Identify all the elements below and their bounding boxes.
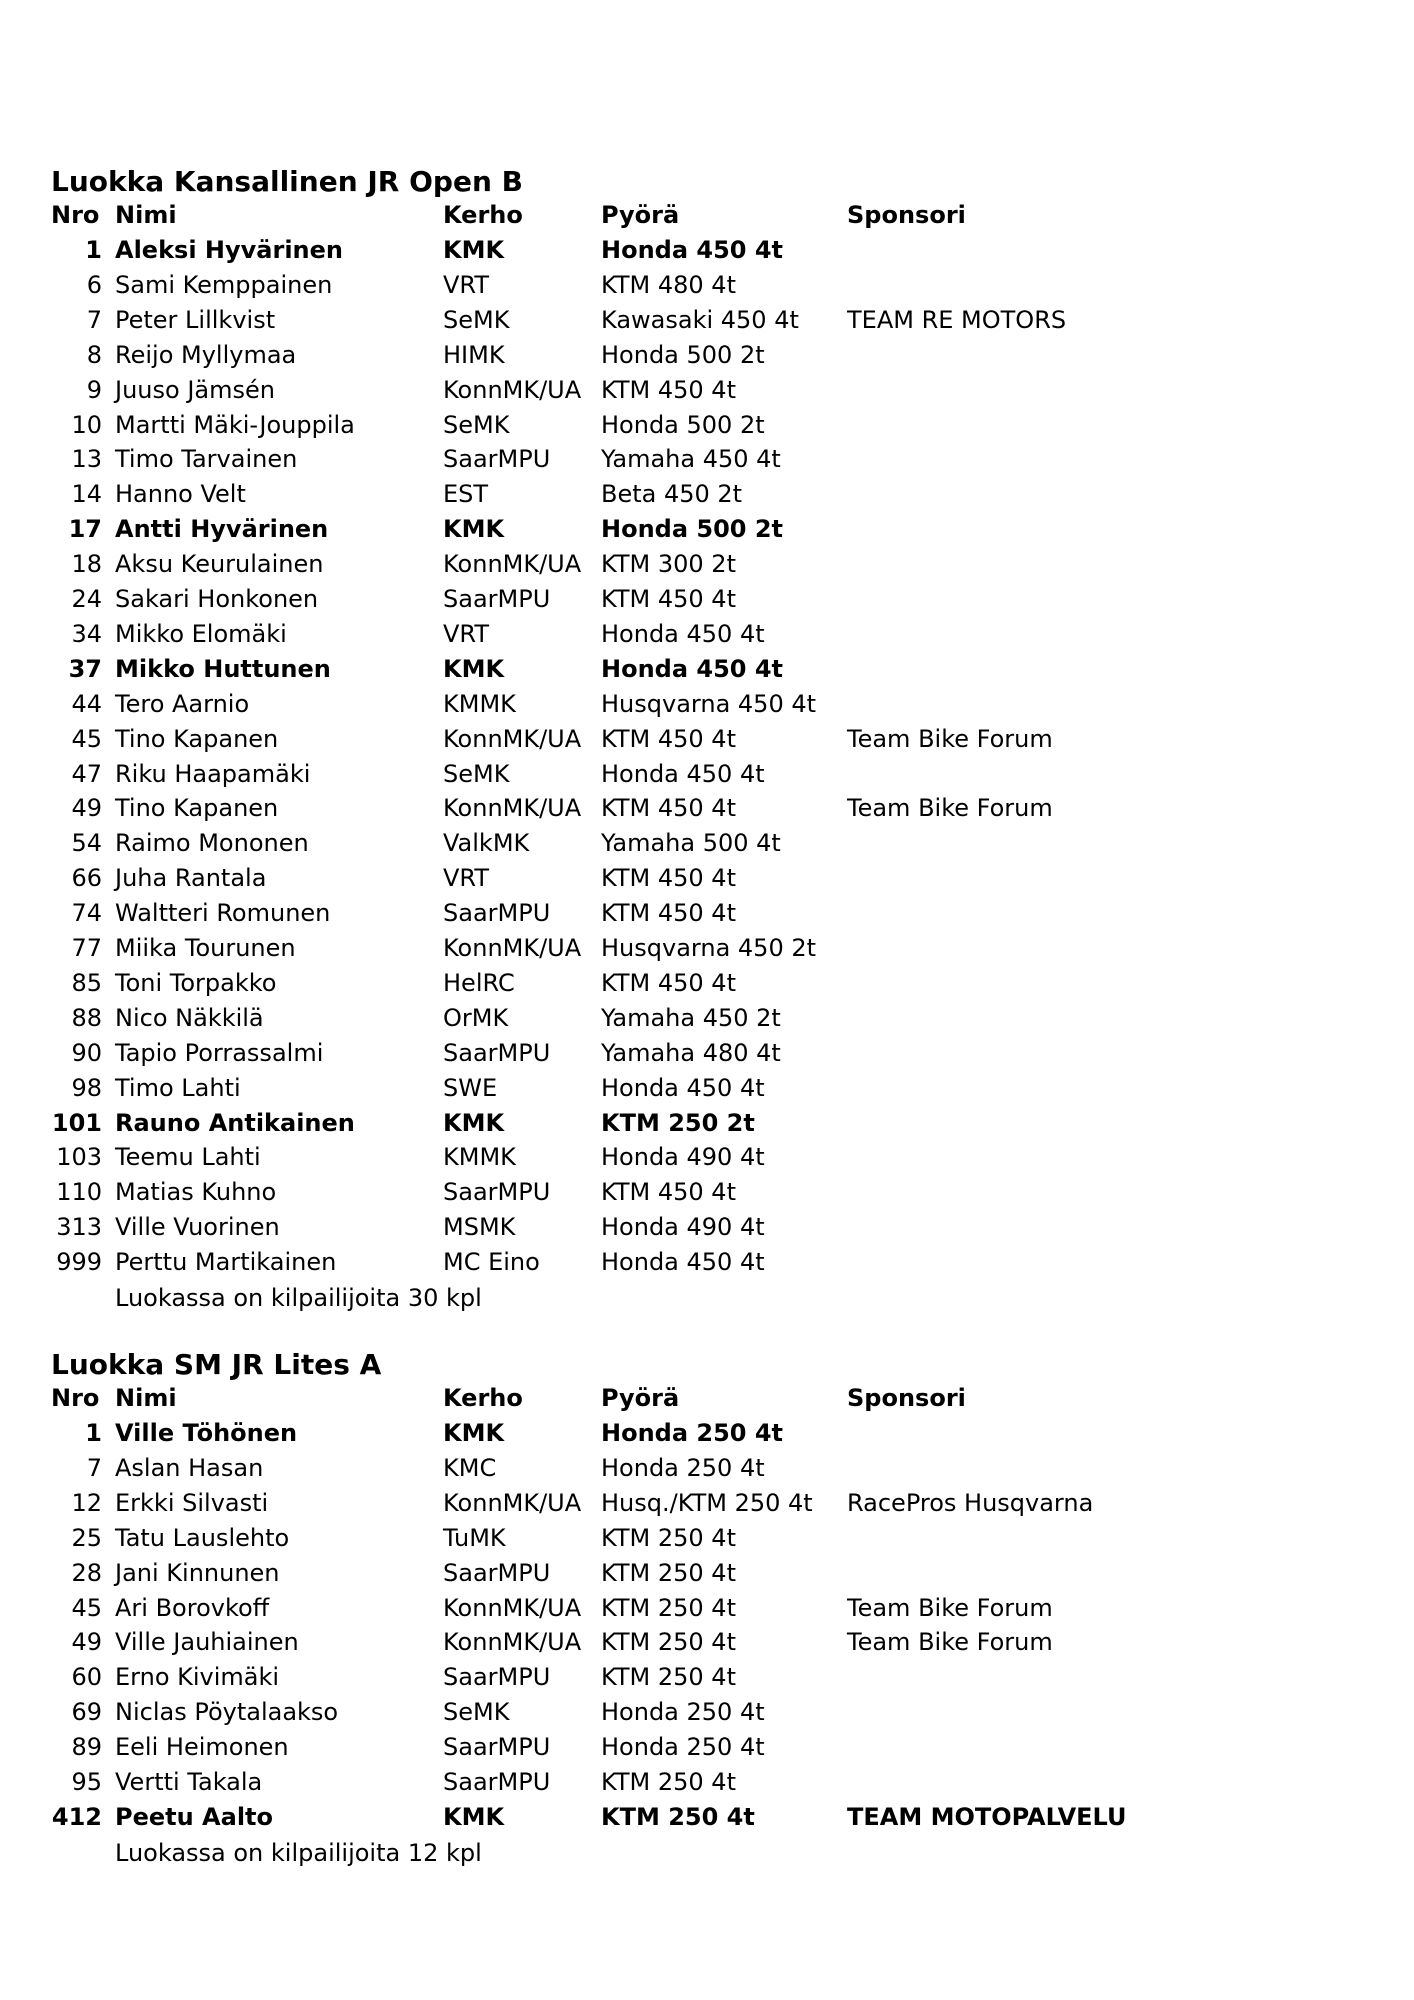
rider-number: 7 xyxy=(86,305,102,334)
rider-club: ValkMK xyxy=(443,829,530,858)
rider-name: Niclas Pöytalaakso xyxy=(115,1698,339,1727)
rider-club: OrMK xyxy=(443,1003,509,1032)
table-row xyxy=(0,687,1414,721)
rider-bike: KTM 250 4t xyxy=(601,1558,736,1587)
rider-sponsor: RacePros Husqvarna xyxy=(847,1488,1094,1517)
rider-number: 17 xyxy=(68,515,102,544)
table-row xyxy=(0,1695,1414,1729)
table-row xyxy=(0,1245,1414,1279)
class-title: Luokka Kansallinen JR Open B xyxy=(51,165,523,198)
table-row xyxy=(0,617,1414,651)
rider-number: 13 xyxy=(71,445,102,474)
rider-bike: KTM 450 4t xyxy=(601,864,736,893)
rider-club: KonnMK/UA xyxy=(443,934,582,962)
rider-name: Sakari Honkonen xyxy=(115,585,319,613)
rider-name: Matias Kuhno xyxy=(115,1178,277,1207)
rider-sponsor: Team Bike Forum xyxy=(847,1593,1053,1622)
rider-club: SaarMPU xyxy=(443,445,551,474)
rider-name: Toni Torpakko xyxy=(115,968,277,997)
rider-number: 412 xyxy=(51,1802,102,1831)
table-row xyxy=(0,1800,1414,1834)
rider-bike: Honda 450 4t xyxy=(601,1073,765,1102)
table-row xyxy=(0,1416,1414,1450)
rider-bike: KTM 250 4t xyxy=(601,1523,736,1552)
rider-number: 110 xyxy=(56,1178,102,1207)
rider-bike: Yamaha 450 2t xyxy=(601,1003,781,1032)
rider-bike: Honda 500 2t xyxy=(601,515,784,544)
rider-bike: Yamaha 500 4t xyxy=(601,829,781,858)
rider-bike: Honda 250 4t xyxy=(601,1419,784,1447)
rider-club: SaarMPU xyxy=(443,1768,551,1796)
table-row xyxy=(0,442,1414,476)
table-header-row xyxy=(0,1381,1414,1415)
rider-number: 6 xyxy=(86,270,102,299)
rider-name: Eeli Heimonen xyxy=(115,1733,289,1762)
rider-number: 24 xyxy=(71,585,102,613)
rider-bike: KTM 450 4t xyxy=(601,794,736,823)
rider-bike: KTM 480 4t xyxy=(601,270,736,299)
rider-club: MC Eino xyxy=(443,1248,540,1277)
rider-club: KonnMK/UA xyxy=(443,550,582,579)
rider-name: Tatu Lauslehto xyxy=(115,1523,290,1552)
rider-number: 28 xyxy=(71,1558,102,1587)
table-row xyxy=(0,791,1414,825)
table-row xyxy=(0,1730,1414,1764)
rider-number: 1 xyxy=(85,236,102,264)
rider-bike: KTM 250 4t xyxy=(601,1802,755,1831)
table-row xyxy=(0,966,1414,1000)
rider-club: KMK xyxy=(443,654,505,683)
rider-club: SaarMPU xyxy=(443,1178,551,1207)
rider-club: SaarMPU xyxy=(443,585,551,613)
rider-club: KonnMK/UA xyxy=(443,1593,582,1622)
header-nimi: Nimi xyxy=(115,1384,177,1412)
rider-bike: Husq./KTM 250 4t xyxy=(601,1488,813,1517)
rider-number: 89 xyxy=(71,1733,102,1762)
table-row xyxy=(0,477,1414,511)
rider-bike: KTM 450 4t xyxy=(601,724,736,753)
table-row xyxy=(0,722,1414,756)
rider-number: 7 xyxy=(86,1453,102,1482)
rider-number: 45 xyxy=(71,724,102,753)
header-pyora: Pyörä xyxy=(601,201,680,229)
rider-bike: KTM 450 4t xyxy=(601,899,736,928)
rider-number: 77 xyxy=(71,934,102,962)
rider-name: Miika Tourunen xyxy=(115,934,296,962)
rider-bike: Honda 490 4t xyxy=(601,1213,765,1242)
rider-number: 98 xyxy=(71,1073,102,1102)
header-pyora: Pyörä xyxy=(601,1384,680,1412)
rider-bike: Yamaha 480 4t xyxy=(601,1038,781,1067)
rider-number: 37 xyxy=(68,654,102,683)
rider-club: SaarMPU xyxy=(443,1733,551,1762)
table-row xyxy=(0,826,1414,860)
rider-bike: Honda 450 4t xyxy=(601,759,765,788)
rider-bike: KTM 250 4t xyxy=(601,1593,736,1622)
table-row xyxy=(0,338,1414,372)
rider-name: Timo Lahti xyxy=(115,1073,241,1102)
rider-club: SeMK xyxy=(443,305,510,334)
rider-number: 49 xyxy=(71,1628,102,1657)
rider-name: Perttu Martikainen xyxy=(115,1248,337,1277)
rider-bike: KTM 250 2t xyxy=(601,1108,755,1137)
rider-number: 14 xyxy=(71,480,102,509)
rider-name: Peter Lillkvist xyxy=(115,305,276,334)
header-nro: Nro xyxy=(51,201,100,229)
table-row xyxy=(0,303,1414,337)
rider-club: KonnMK/UA xyxy=(443,375,582,404)
header-sponsori: Sponsori xyxy=(847,201,966,229)
rider-number: 60 xyxy=(71,1663,102,1692)
rider-bike: KTM 300 2t xyxy=(601,550,736,579)
rider-number: 9 xyxy=(86,375,102,404)
rider-name: Riku Haapamäki xyxy=(115,759,311,788)
rider-bike: KTM 250 4t xyxy=(601,1628,736,1657)
rider-number: 25 xyxy=(71,1523,102,1552)
rider-number: 34 xyxy=(71,619,102,648)
rider-name: Vertti Takala xyxy=(115,1768,263,1796)
rider-bike: Honda 490 4t xyxy=(601,1143,765,1172)
table-row xyxy=(0,1106,1414,1140)
rider-club: SaarMPU xyxy=(443,899,551,928)
table-row xyxy=(0,652,1414,686)
rider-number: 85 xyxy=(71,968,102,997)
table-row xyxy=(0,1036,1414,1070)
rider-club: KMC xyxy=(443,1453,497,1482)
rider-club: KonnMK/UA xyxy=(443,1628,582,1657)
rider-bike: Honda 450 4t xyxy=(601,619,765,648)
header-kerho: Kerho xyxy=(443,1384,523,1412)
rider-sponsor: Team Bike Forum xyxy=(847,794,1053,823)
rider-bike: KTM 450 4t xyxy=(601,968,736,997)
rider-number: 69 xyxy=(71,1698,102,1727)
rider-name: Teemu Lahti xyxy=(115,1143,261,1172)
table-row xyxy=(0,931,1414,965)
rider-number: 47 xyxy=(71,759,102,788)
rider-name: Timo Tarvainen xyxy=(115,445,298,474)
table-row xyxy=(0,268,1414,302)
table-row xyxy=(0,233,1414,267)
rider-sponsor: TEAM MOTOPALVELU xyxy=(847,1802,1127,1831)
rider-name: Erno Kivimäki xyxy=(115,1663,280,1692)
table-row xyxy=(0,408,1414,442)
rider-club: KMK xyxy=(443,1802,505,1831)
rider-bike: KTM 250 4t xyxy=(601,1663,736,1692)
class-summary: Luokassa on kilpailijoita 12 kpl xyxy=(115,1838,482,1867)
rider-name: Tino Kapanen xyxy=(115,724,279,753)
table-header-row xyxy=(0,198,1414,232)
rider-name: Sami Kemppainen xyxy=(115,270,333,299)
rider-club: HIMK xyxy=(443,340,505,369)
table-row xyxy=(0,1451,1414,1485)
table-row xyxy=(0,1556,1414,1590)
rider-number: 44 xyxy=(71,689,102,718)
rider-club: MSMK xyxy=(443,1213,516,1242)
header-sponsori: Sponsori xyxy=(847,1384,966,1412)
rider-bike: Honda 250 4t xyxy=(601,1698,765,1727)
rider-number: 12 xyxy=(71,1488,102,1517)
rider-club: SaarMPU xyxy=(443,1558,551,1587)
rider-name: Mikko Elomäki xyxy=(115,619,287,648)
rider-name: Tapio Porrassalmi xyxy=(115,1038,324,1067)
rider-name: Hanno Velt xyxy=(115,480,246,509)
rider-name: Tino Kapanen xyxy=(115,794,279,823)
rider-name: Raimo Mononen xyxy=(115,829,309,858)
rider-club: SeMK xyxy=(443,1698,510,1727)
rider-name: Aleksi Hyvärinen xyxy=(115,236,343,264)
rider-name: Reijo Myllymaa xyxy=(115,340,297,369)
rider-name: Ville Töhönen xyxy=(115,1419,298,1447)
rider-club: SWE xyxy=(443,1073,498,1102)
table-row xyxy=(0,1175,1414,1209)
rider-number: 74 xyxy=(71,899,102,928)
rider-name: Ville Jauhiainen xyxy=(115,1628,299,1657)
class-summary: Luokassa on kilpailijoita 30 kpl xyxy=(115,1284,482,1312)
rider-club: TuMK xyxy=(443,1523,506,1552)
rider-club: VRT xyxy=(443,270,490,299)
table-row xyxy=(0,547,1414,581)
rider-number: 101 xyxy=(51,1108,102,1137)
rider-bike: KTM 450 4t xyxy=(601,375,736,404)
rider-bike: Honda 250 4t xyxy=(601,1733,765,1762)
rider-sponsor: Team Bike Forum xyxy=(847,724,1053,753)
rider-bike: Kawasaki 450 4t xyxy=(601,305,799,334)
rider-number: 10 xyxy=(71,410,102,439)
rider-number: 313 xyxy=(56,1213,102,1242)
rider-number: 66 xyxy=(71,864,102,893)
table-row xyxy=(0,582,1414,616)
rider-club: SeMK xyxy=(443,759,510,788)
rider-sponsor: TEAM RE MOTORS xyxy=(847,305,1067,334)
rider-club: KonnMK/UA xyxy=(443,724,582,753)
table-row xyxy=(0,373,1414,407)
rider-number: 90 xyxy=(71,1038,102,1067)
header-nimi: Nimi xyxy=(115,201,177,229)
rider-number: 45 xyxy=(71,1593,102,1622)
rider-club: KMMK xyxy=(443,689,516,718)
rider-number: 49 xyxy=(71,794,102,823)
rider-name: Ville Vuorinen xyxy=(115,1213,280,1242)
rider-bike: Honda 500 2t xyxy=(601,340,765,369)
table-row xyxy=(0,1140,1414,1174)
rider-bike: Beta 450 2t xyxy=(601,480,743,509)
rider-club: SaarMPU xyxy=(443,1663,551,1692)
rider-bike: Husqvarna 450 4t xyxy=(601,689,817,718)
rider-bike: Honda 450 4t xyxy=(601,1248,765,1277)
rider-name: Ari Borovkoff xyxy=(115,1593,270,1622)
rider-name: Erkki Silvasti xyxy=(115,1488,269,1517)
rider-club: KMK xyxy=(443,1108,505,1137)
table-row xyxy=(0,1591,1414,1625)
table-row xyxy=(0,861,1414,895)
rider-club: VRT xyxy=(443,864,490,893)
rider-name: Antti Hyvärinen xyxy=(115,515,329,544)
table-row xyxy=(0,1486,1414,1520)
table-row xyxy=(0,1071,1414,1105)
rider-number: 18 xyxy=(71,550,102,579)
rider-bike: KTM 250 4t xyxy=(601,1768,736,1796)
table-row xyxy=(0,896,1414,930)
table-row xyxy=(0,1625,1414,1659)
rider-number: 95 xyxy=(71,1768,102,1796)
rider-club: KMK xyxy=(443,1419,505,1447)
rider-bike: Yamaha 450 4t xyxy=(601,445,781,474)
rider-club: VRT xyxy=(443,619,490,648)
rider-number: 103 xyxy=(56,1143,102,1172)
rider-name: Waltteri Romunen xyxy=(115,899,331,928)
rider-bike: KTM 450 4t xyxy=(601,1178,736,1207)
rider-name: Jani Kinnunen xyxy=(115,1558,280,1587)
rider-club: EST xyxy=(443,480,489,509)
rider-name: Juuso Jämsén xyxy=(115,375,275,404)
table-row xyxy=(0,1210,1414,1244)
rider-sponsor: Team Bike Forum xyxy=(847,1628,1053,1657)
rider-bike: Honda 500 2t xyxy=(601,410,765,439)
header-kerho: Kerho xyxy=(443,201,523,229)
rider-number: 8 xyxy=(86,340,102,369)
rider-club: KonnMK/UA xyxy=(443,1488,582,1517)
rider-number: 1 xyxy=(85,1419,102,1447)
table-row xyxy=(0,1660,1414,1694)
header-nro: Nro xyxy=(51,1384,100,1412)
rider-club: SeMK xyxy=(443,410,510,439)
rider-name: Aslan Hasan xyxy=(115,1453,264,1482)
rider-club: KMMK xyxy=(443,1143,516,1172)
rider-club: KMK xyxy=(443,515,505,544)
rider-bike: Husqvarna 450 2t xyxy=(601,934,817,962)
rider-bike: Honda 450 4t xyxy=(601,654,784,683)
table-row xyxy=(0,1001,1414,1035)
table-row xyxy=(0,1765,1414,1799)
rider-club: KMK xyxy=(443,236,505,264)
rider-bike: Honda 250 4t xyxy=(601,1453,765,1482)
rider-name: Nico Näkkilä xyxy=(115,1003,264,1032)
rider-name: Martti Mäki-Jouppila xyxy=(115,410,355,439)
rider-name: Tero Aarnio xyxy=(115,689,250,718)
class-title: Luokka SM JR Lites A xyxy=(51,1348,382,1381)
rider-name: Mikko Huttunen xyxy=(115,654,331,683)
rider-name: Juha Rantala xyxy=(115,864,267,893)
rider-number: 88 xyxy=(71,1003,102,1032)
table-row xyxy=(0,757,1414,791)
rider-club: SaarMPU xyxy=(443,1038,551,1067)
rider-number: 999 xyxy=(56,1248,102,1277)
rider-bike: Honda 450 4t xyxy=(601,236,784,264)
rider-club: HelRC xyxy=(443,968,515,997)
rider-club: KonnMK/UA xyxy=(443,794,582,823)
table-row xyxy=(0,512,1414,546)
table-row xyxy=(0,1521,1414,1555)
rider-number: 54 xyxy=(71,829,102,858)
rider-name: Rauno Antikainen xyxy=(115,1108,355,1137)
rider-name: Peetu Aalto xyxy=(115,1802,274,1831)
rider-name: Aksu Keurulainen xyxy=(115,550,324,579)
rider-bike: KTM 450 4t xyxy=(601,585,736,613)
